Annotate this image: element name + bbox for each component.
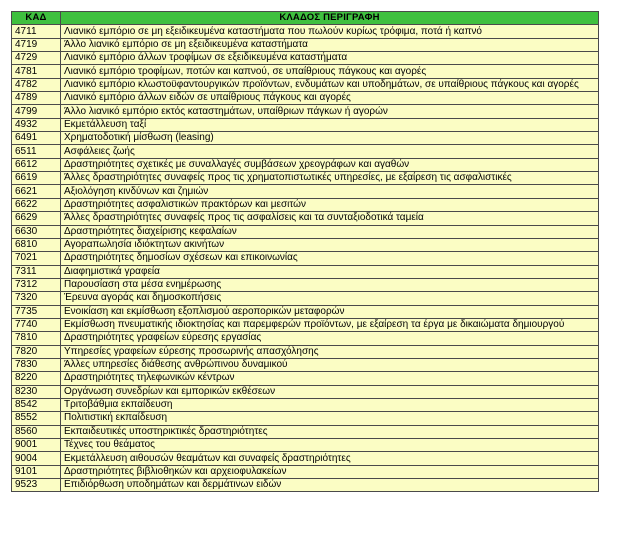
kad-code-cell[interactable]: 6621 [12,185,61,198]
table-row [12,118,599,131]
table-row [12,198,599,211]
kad-code-cell[interactable]: 9101 [12,465,61,478]
kad-description-cell[interactable]: Άλλες υπηρεσίες διάθεσης ανθρώπινου δυναμικού [61,358,599,371]
kad-description-cell[interactable]: Άλλες δραστηριότητες συναφείς προς τις ασφαλίσεις και τα συνταξιοδοτικά ταμεία [61,212,599,225]
table-row [12,78,599,91]
table-row [12,265,599,278]
table-row [12,332,599,345]
kad-description-cell[interactable]: Λιανικό εμπόριο άλλων τροφίμων σε εξειδικευμένα καταστήματα [61,52,599,65]
kad-description-cell[interactable]: Άλλες δραστηριότητες συναφείς προς τις χρηματοπιστωτικές υπηρεσίες, με εξαίρεση τις ασφαλιστικές [61,172,599,185]
kad-code-cell[interactable]: 4711 [12,25,61,38]
table-row [12,439,599,452]
kad-description-cell[interactable]: Δραστηριότητες τηλεφωνικών κέντρων [61,372,599,385]
kad-description-cell[interactable]: Εκμετάλλευση ταξί [61,118,599,131]
kad-code-cell[interactable]: 9001 [12,439,61,452]
table-row [12,65,599,78]
kad-code-cell[interactable]: 6491 [12,132,61,145]
kad-description-cell[interactable]: Λιανικό εμπόριο τροφίμων, ποτών και καπνού, σε υπαίθριους πάγκους και αγορές [61,65,599,78]
kad-code-cell[interactable]: 8560 [12,425,61,438]
table-row [12,465,599,478]
kad-code-cell[interactable]: 6622 [12,198,61,211]
kad-code-cell[interactable]: 7021 [12,252,61,265]
kad-description-cell[interactable]: Εκμίσθωση πνευματικής ιδιοκτησίας και παρεμφερών προϊόντων, με εξαίρεση τα έργα με δικαιώματα δημιουργού [61,318,599,331]
kad-description-cell[interactable]: Δραστηριότητες διαχείρισης κεφαλαίων [61,225,599,238]
kad-code-cell[interactable]: 4789 [12,92,61,105]
kad-description-cell[interactable]: Αξιολόγηση κινδύνων και ζημιών [61,185,599,198]
kad-description-cell[interactable]: Παρουσίαση στα μέσα ενημέρωσης [61,278,599,291]
kad-code-cell[interactable]: 4932 [12,118,61,131]
kad-description-cell[interactable]: Ενοικίαση και εκμίσθωση εξοπλισμού αεροπορικών μεταφορών [61,305,599,318]
kad-code-cell[interactable]: 4781 [12,65,61,78]
table-row [12,278,599,291]
header-code-cell[interactable]: ΚΑΔ [12,12,61,25]
kad-description-cell[interactable]: Λιανικό εμπόριο άλλων ειδών σε υπαίθριους πάγκους και αγορές [61,92,599,105]
header-row [12,12,599,25]
kad-code-cell[interactable]: 6511 [12,145,61,158]
kad-code-cell[interactable]: 7311 [12,265,61,278]
table-row [12,345,599,358]
table-row [12,212,599,225]
table-row [12,158,599,171]
kad-description-cell[interactable]: Δραστηριότητες δημοσίων σχέσεων και επικοινωνίας [61,252,599,265]
kad-description-cell[interactable]: Τριτοβάθμια εκπαίδευση [61,398,599,411]
table-row [12,145,599,158]
kad-code-cell[interactable]: 7820 [12,345,61,358]
kad-code-cell[interactable]: 7810 [12,332,61,345]
kad-code-cell[interactable]: 4729 [12,52,61,65]
kad-description-cell[interactable]: Άλλο λιανικό εμπόριο σε μη εξειδικευμένα καταστήματα [61,38,599,51]
kad-description-cell[interactable]: Εκμετάλλευση αιθουσών θεαμάτων και συναφείς δραστηριότητες [61,452,599,465]
table-row [12,252,599,265]
kad-code-cell[interactable]: 7320 [12,292,61,305]
kad-description-cell[interactable]: Υπηρεσίες γραφείων εύρεσης προσωρινής απασχόλησης [61,345,599,358]
kad-code-cell[interactable]: 7830 [12,358,61,371]
table-row [12,292,599,305]
kad-code-cell[interactable]: 7740 [12,318,61,331]
table-row [12,412,599,425]
kad-description-cell[interactable]: Δραστηριότητες ασφαλιστικών πρακτόρων και μεσιτών [61,198,599,211]
kad-code-cell[interactable]: 8542 [12,398,61,411]
kad-code-cell[interactable]: 6630 [12,225,61,238]
table-row [12,358,599,371]
table-row [12,318,599,331]
kad-description-cell[interactable]: Ασφάλειες ζωής [61,145,599,158]
kad-description-cell[interactable]: Λιανικό εμπόριο κλωστοϋφαντουργικών προϊόντων, ενδυμάτων και υποδημάτων, σε υπαίθριους πάγκους και αγορές [61,78,599,91]
kad-description-cell[interactable]: Λιανικό εμπόριο σε μη εξειδικευμένα καταστήματα που πωλούν κυρίως τρόφιμα, ποτά ή καπνό [61,25,599,38]
kad-description-cell[interactable]: Αγοραπωλησία ιδιόκτητων ακινήτων [61,238,599,251]
table-row [12,105,599,118]
table-row [12,372,599,385]
kad-code-cell[interactable]: 9004 [12,452,61,465]
kad-description-cell[interactable]: Δραστηριότητες γραφείων εύρεσης εργασίας [61,332,599,345]
table-row [12,225,599,238]
table-row [12,425,599,438]
kad-description-cell[interactable]: Πολιτιστική εκπαίδευση [61,412,599,425]
table-row [12,172,599,185]
kad-code-cell[interactable]: 7312 [12,278,61,291]
table-row [12,92,599,105]
kad-description-cell[interactable]: Τέχνες του θεάματος [61,439,599,452]
kad-description-cell[interactable]: Δραστηριότητες βιβλιοθηκών και αρχειοφυλακείων [61,465,599,478]
kad-code-cell[interactable]: 4782 [12,78,61,91]
kad-description-cell[interactable]: Διαφημιστικά γραφεία [61,265,599,278]
table-row [12,25,599,38]
table-body [12,25,599,492]
table-row [12,185,599,198]
kad-table [11,11,599,492]
kad-description-cell[interactable]: Εκπαιδευτικές υποστηρικτικές δραστηριότητες [61,425,599,438]
kad-code-cell[interactable]: 6619 [12,172,61,185]
kad-code-cell[interactable]: 8552 [12,412,61,425]
table-row [12,132,599,145]
kad-description-cell[interactable]: Άλλο λιανικό εμπόριο εκτός καταστημάτων, υπαίθριων πάγκων ή αγορών [61,105,599,118]
kad-code-cell[interactable]: 8230 [12,385,61,398]
kad-description-cell[interactable]: Δραστηριότητες σχετικές με συναλλαγές συμβάσεων χρεογράφων και αγαθών [61,158,599,171]
table-row [12,305,599,318]
kad-code-cell[interactable]: 6612 [12,158,61,171]
table-row [12,38,599,51]
header-description-cell[interactable]: ΚΛΑΔΟΣ ΠΕΡΙΓΡΑΦΗ [61,12,599,25]
table-row [12,238,599,251]
kad-code-cell[interactable]: 4719 [12,38,61,51]
table-row [12,52,599,65]
table-row [12,385,599,398]
table-row [12,479,599,492]
kad-code-cell[interactable]: 4799 [12,105,61,118]
kad-code-cell[interactable]: 7735 [12,305,61,318]
kad-description-cell[interactable]: Οργάνωση συνεδρίων και εμπορικών εκθέσεων [61,385,599,398]
table-row [12,452,599,465]
kad-description-cell[interactable]: Έρευνα αγοράς και δημοσκοπήσεις [61,292,599,305]
kad-code-cell[interactable]: 8220 [12,372,61,385]
table-row [12,398,599,411]
kad-description-cell[interactable]: Χρηματοδοτική μίσθωση (leasing) [61,132,599,145]
kad-code-cell[interactable]: 6629 [12,212,61,225]
kad-description-cell[interactable]: Επιδιόρθωση υποδημάτων και δερμάτινων ειδών [61,479,599,492]
kad-code-cell[interactable]: 9523 [12,479,61,492]
kad-code-cell[interactable]: 6810 [12,238,61,251]
